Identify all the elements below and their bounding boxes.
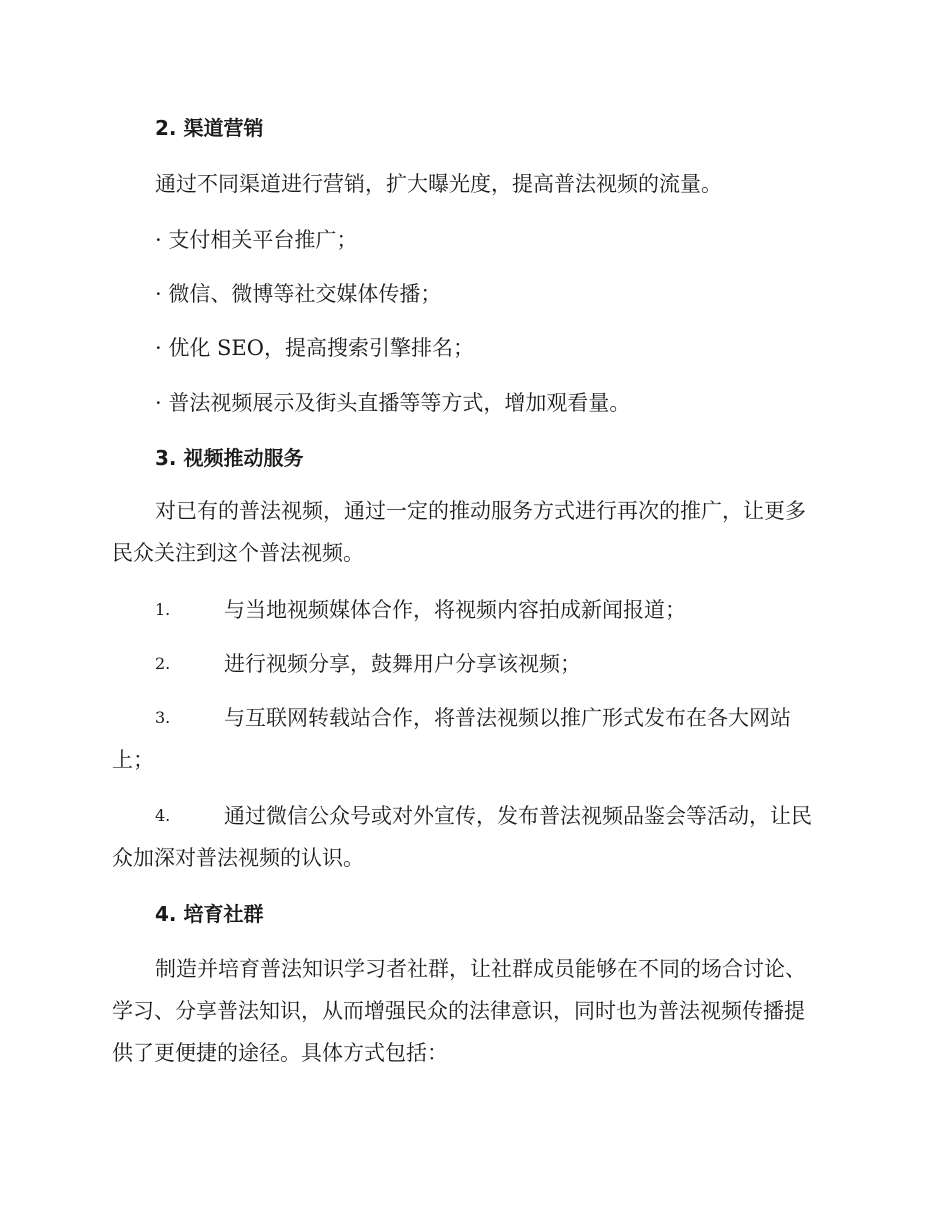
list-item: 进行视频分享，鼓舞用户分享该视频； [224,652,581,676]
list-number: 3. [155,708,171,727]
list-number: 2. [155,654,171,673]
list-number: 1. [155,600,171,619]
section-heading: 3. 视频推动服务 [155,446,304,470]
bullet-item: · 优化 SEO，提高搜索引擎排名； [155,336,474,360]
paragraph: 学习、分享普法知识，从而增强民众的法律意识，同时也为普法视频传播提 [112,999,805,1023]
bullet-item: · 普法视频展示及街头直播等等方式，增加观看量。 [155,391,631,415]
paragraph: 对已有的普法视频，通过一定的推动服务方式进行再次的推广，让更多 [155,499,806,523]
paragraph: 供了更便捷的途径。具体方式包括： [112,1041,448,1065]
list-item: 与当地视频媒体合作，将视频内容拍成新闻报道； [224,598,686,622]
paragraph: 民众关注到这个普法视频。 [112,541,364,565]
list-item: 通过微信公众号或对外宣传，发布普法视频品鉴会等活动，让民 [224,804,812,828]
paragraph: 制造并培育普法知识学习者社群，让社群成员能够在不同的场合讨论、 [155,957,806,981]
section-heading: 4. 培育社群 [155,902,264,926]
section-heading: 2. 渠道营销 [155,116,264,140]
bullet-item: · 微信、微博等社交媒体传播； [155,282,442,306]
list-item-continuation: 上； [112,748,154,772]
list-item-continuation: 众加深对普法视频的认识。 [112,846,364,870]
bullet-item: · 支付相关平台推广； [155,228,358,252]
paragraph: 通过不同渠道进行营销，扩大曝光度，提高普法视频的流量。 [155,172,722,196]
list-item: 与互联网转载站合作，将普法视频以推广形式发布在各大网站 [224,706,791,730]
list-number: 4. [155,806,171,825]
